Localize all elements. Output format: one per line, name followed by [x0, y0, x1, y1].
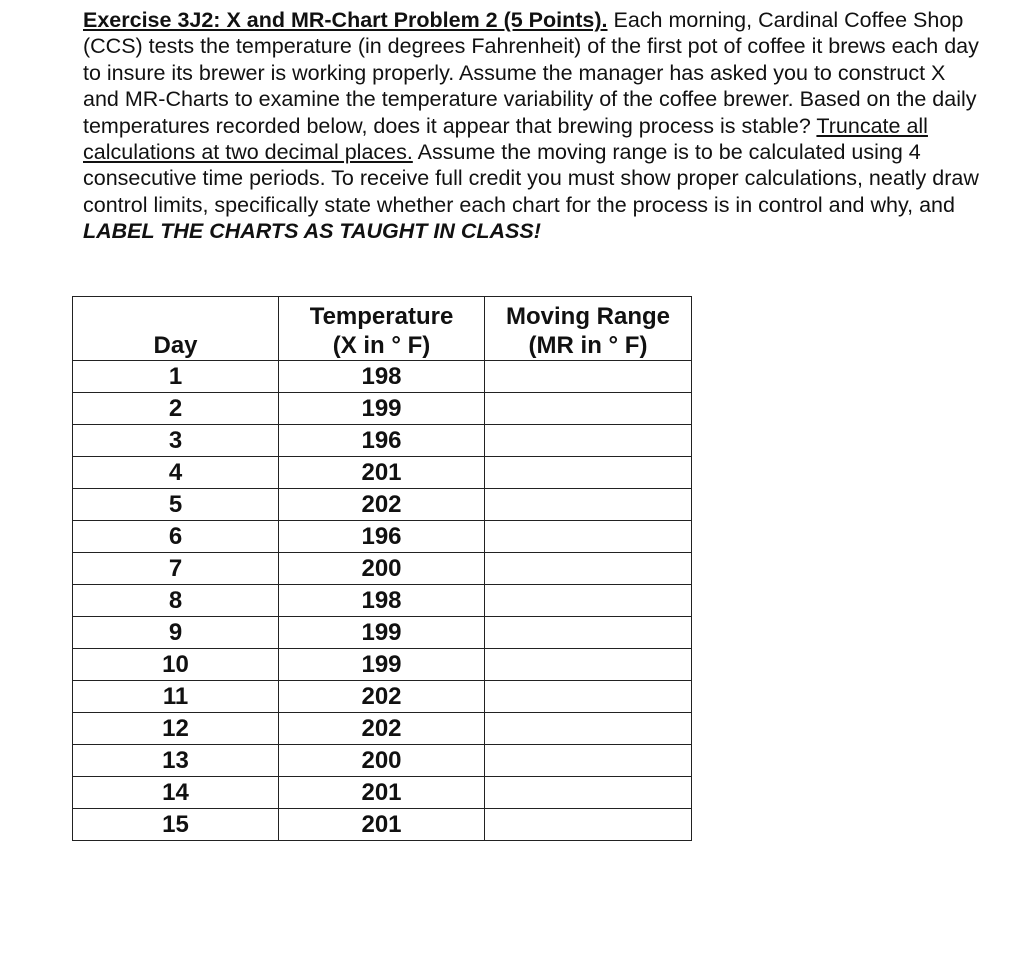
temperature-cell: 198 — [279, 585, 485, 617]
problem-statement — [83, 7, 983, 245]
truncate-note: Truncate all calculations at two decimal places. — [83, 113, 928, 165]
temperature-cell: 202 — [279, 713, 485, 745]
day-cell: 10 — [73, 649, 279, 681]
temperature-cell: 201 — [279, 809, 485, 841]
moving-range-cell[interactable] — [485, 521, 692, 553]
moving-range-cell[interactable] — [485, 681, 692, 713]
temperature-cell: 202 — [279, 681, 485, 713]
day-cell: 2 — [73, 393, 279, 425]
table-row — [73, 809, 692, 841]
temperature-cell: 201 — [279, 777, 485, 809]
exercise-heading: Exercise 3J2: X and MR-Chart Problem 2 (5 Points). — [83, 8, 608, 32]
header-temperature-line1: Temperature — [309, 303, 454, 330]
table-header-row — [73, 297, 692, 361]
table-row — [73, 713, 692, 745]
temperature-data-table — [72, 296, 692, 841]
problem-instructions-text: Assume the moving range is to be calculated using 4 consecutive time periods. To receive full credit you must show proper calculations, neatly draw control limits, specifically state whether each chart for the process is in control and why, and — [83, 140, 979, 217]
day-cell: 1 — [73, 361, 279, 393]
moving-range-cell[interactable] — [485, 489, 692, 521]
header-day-label: Day — [153, 332, 198, 359]
table-row — [73, 553, 692, 585]
temperature-cell: 201 — [279, 457, 485, 489]
header-temperature — [279, 297, 485, 361]
temperature-cell: 196 — [279, 425, 485, 457]
temperature-cell: 196 — [279, 521, 485, 553]
moving-range-cell[interactable] — [485, 361, 692, 393]
day-cell: 7 — [73, 553, 279, 585]
moving-range-cell[interactable] — [485, 585, 692, 617]
temperature-cell: 199 — [279, 393, 485, 425]
day-cell: 13 — [73, 745, 279, 777]
day-cell: 15 — [73, 809, 279, 841]
day-cell: 12 — [73, 713, 279, 745]
table-row — [73, 489, 692, 521]
label-charts-emphasis: LABEL THE CHARTS AS TAUGHT IN CLASS! — [83, 219, 541, 244]
day-cell: 6 — [73, 521, 279, 553]
temperature-cell: 200 — [279, 745, 485, 777]
header-moving-range-line2: (MR in ° F) — [528, 332, 648, 359]
table-body — [73, 361, 692, 841]
temperature-cell: 198 — [279, 361, 485, 393]
table-row — [73, 425, 692, 457]
table-row — [73, 457, 692, 489]
moving-range-cell[interactable] — [485, 425, 692, 457]
day-cell: 5 — [73, 489, 279, 521]
header-day — [73, 297, 279, 361]
day-cell: 8 — [73, 585, 279, 617]
table-row — [73, 617, 692, 649]
moving-range-cell[interactable] — [485, 393, 692, 425]
temperature-cell: 200 — [279, 553, 485, 585]
moving-range-cell[interactable] — [485, 777, 692, 809]
day-cell: 11 — [73, 681, 279, 713]
table-row — [73, 777, 692, 809]
header-moving-range — [485, 297, 692, 361]
table-row — [73, 745, 692, 777]
day-cell: 4 — [73, 457, 279, 489]
moving-range-cell[interactable] — [485, 745, 692, 777]
moving-range-cell[interactable] — [485, 809, 692, 841]
table-row — [73, 393, 692, 425]
moving-range-cell[interactable] — [485, 553, 692, 585]
table-row — [73, 521, 692, 553]
temperature-cell: 199 — [279, 649, 485, 681]
moving-range-cell[interactable] — [485, 617, 692, 649]
moving-range-cell[interactable] — [485, 649, 692, 681]
temperature-cell: 202 — [279, 489, 485, 521]
temperature-cell: 199 — [279, 617, 485, 649]
header-temperature-line2: (X in ° F) — [332, 332, 431, 359]
moving-range-cell[interactable] — [485, 457, 692, 489]
header-moving-range-line1: Moving Range — [505, 303, 670, 330]
day-cell: 9 — [73, 617, 279, 649]
problem-intro-text: Each morning, Cardinal Coffee Shop (CCS) tests the temperature (in degrees Fahrenheit) of the first pot of coffee it brews each day to insure its brewer is working properly. Assume the manager has asked you to construct X and MR-Charts to examine the temperature variability of the coffee brewer. Based on the daily temperatures recorded below, does it appear that brewing process is stable? — [83, 8, 979, 138]
table-row — [73, 681, 692, 713]
table-row — [73, 585, 692, 617]
day-cell: 14 — [73, 777, 279, 809]
table-row — [73, 649, 692, 681]
table-row — [73, 361, 692, 393]
moving-range-cell[interactable] — [485, 713, 692, 745]
day-cell: 3 — [73, 425, 279, 457]
